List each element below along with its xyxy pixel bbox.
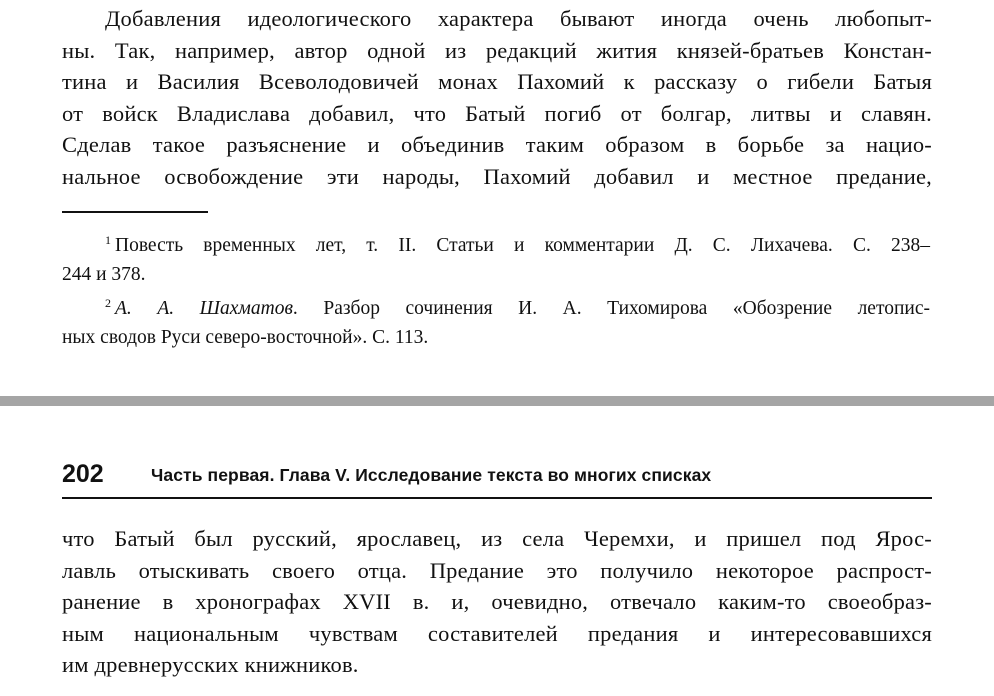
paragraph-line: Сделав такое разъяснение и объединив таким образом в борьбе за нацио- <box>62 132 932 157</box>
paragraph-line: от войск Владислава добавил, что Батый погиб от болгар, литвы и славян. <box>62 100 932 126</box>
paragraph-line: что Батый был русский, ярославец, из села Черемхи, и пришел под Ярос- <box>62 526 932 551</box>
footnote-author: А. А. Шахматов <box>115 298 293 319</box>
lower-page-paragraph <box>62 523 932 681</box>
footnote-text: . Разбор сочинения И. А. Тихомирова «Обозрение летопис- <box>292 298 930 319</box>
paragraph-line: им древнерусских книжников. <box>62 652 359 677</box>
upper-page-paragraph <box>62 3 932 192</box>
paragraph-line: ны. Так, например, автор одной из редакций жития князей-братьев Констан- <box>62 37 932 63</box>
footnote-1-continuation: 244 и 378. <box>62 263 146 285</box>
paragraph-line: лавль отыскивать своего отца. Предание это получило некоторое распрост- <box>62 557 932 583</box>
paragraph-line: тина и Василия Всеволодовичей монах Пахомий к рассказу о гибели Батыя <box>62 69 932 94</box>
footnote-2 <box>62 289 930 324</box>
footnote-marker: 2 <box>105 296 111 310</box>
paragraph-line: ным национальным чувствам составителей предания и интересовавшихся <box>62 620 932 646</box>
paragraph-line: ранение в хронографах XVII в. и, очевидно, отвечало каким-то своеобраз- <box>62 589 932 614</box>
footnote-marker: 1 <box>105 233 111 247</box>
footnotes <box>62 226 930 352</box>
footnote-1 <box>62 226 930 261</box>
running-head <box>62 459 930 493</box>
footnote-text: Повесть временных лет, т. II. Статьи и комментарии Д. С. Лихачева. С. 238– <box>115 235 930 256</box>
page-separator <box>0 396 994 406</box>
running-head-rule <box>62 497 932 499</box>
paragraph-line: нальное освобождение эти народы, Пахомий добавил и местное предание, <box>62 163 932 189</box>
page-number: 202 <box>62 460 104 488</box>
running-title: Часть первая. Глава V. Исследование текста во многих списках <box>151 465 712 485</box>
footnote-2-continuation: ных сводов Руси северо-восточной». С. 113. <box>62 326 429 348</box>
footnote-separator-rule <box>62 211 208 213</box>
paragraph-line: Добавления идеологического характера бывают иногда очень любопыт- <box>105 6 932 31</box>
